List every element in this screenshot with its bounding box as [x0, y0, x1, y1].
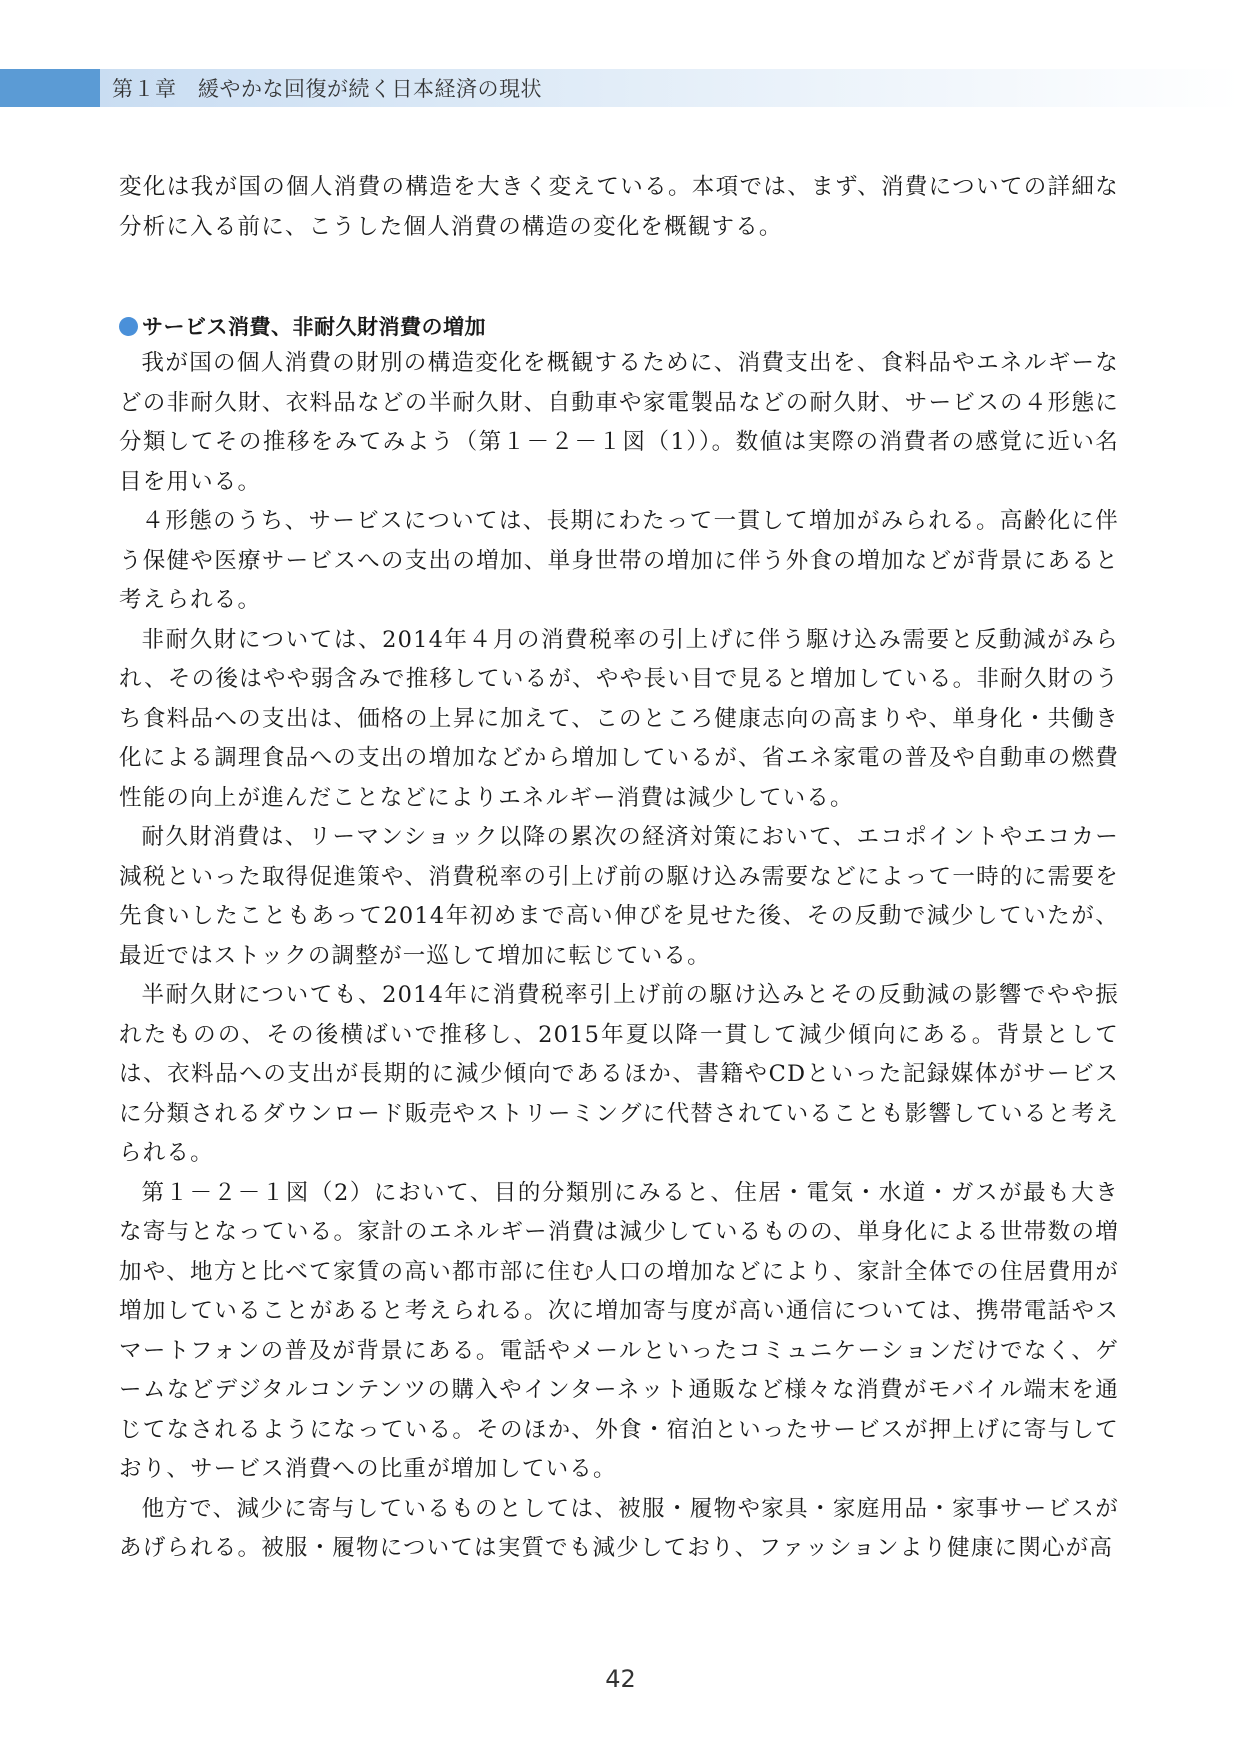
section-heading — [119, 308, 1119, 344]
chapter-title: 第１章 緩やかな回復が続く日本経済の現状 — [112, 77, 542, 101]
body-paragraph: 非耐久財については、2014年４月の消費税率の引上げに伴う駆け込み需要と反動減がみられ、その後はやや弱含みで推移しているが、やや長い目で見ると増加している。非耐久財のうち食料品への支出は、価格の上昇に加えて、このところ健康志向の高まりや、単身化・共働き化による調理食品への支出の増加などから増加しているが、省エネ家電の普及や自動車の燃費性能の向上が進んだことなどによりエネルギー消費は減少している。 — [119, 626, 1119, 811]
body-paragraph: 半耐久財についても、2014年に消費税率引上げ前の駆け込みとその反動減の影響でやや振れたものの、その後横ばいで推移し、2015年夏以降一貫して減少傾向にある。背景としては、衣料品への支出が長期的に減少傾向であるほか、書籍やCDといった記録媒体がサービスに分類されるダウンロード販売やストリーミングに代替されていることも影響していると考えられる。 — [119, 982, 1119, 1166]
body-paragraph: 耐久財消費は、リーマンショック以降の累次の経済対策において、エコポイントやエコカー減税といった取得促進策や、消費税率の引上げ前の駆け込み需要などによって一時的に需要を先食いしたこともあって2014年初めまで高い伸びを見せた後、その反動で減少していたが、最近ではストックの調整が一巡して増加に転じている。 — [119, 824, 1119, 969]
body-paragraph: ４形態のうち、サービスについては、長期にわたって一貫して増加がみられる。高齢化に伴う保健や医療サービスへの支出の増加、単身世帯の増加に伴う外食の増加などが背景にあると考えられる。 — [119, 508, 1119, 613]
body-paragraph: 我が国の個人消費の財別の構造変化を概観するために、消費支出を、食料品やエネルギーなどの非耐久財、衣料品などの半耐久財、自動車や家電製品などの耐久財、サービスの４形態に分類してその推移をみてみよう（第１－２－１図（1））。数値は実際の消費者の感覚に近い名目を用いる。 — [119, 350, 1119, 495]
header-accent-bar — [0, 69, 100, 107]
header-band — [100, 69, 1241, 107]
bullet-circle-icon — [119, 317, 138, 336]
page-body — [119, 168, 1119, 1569]
body-paragraph: 他方で、減少に寄与しているものとしては、被服・履物や家具・家庭用品・家事サービスがあげられる。被服・履物については実質でも減少しており、ファッションより健康に関心が高 — [119, 1495, 1119, 1561]
body-paragraph: 第１－２－１図（2）において、目的分類別にみると、住居・電気・水道・ガスが最も大きな寄与となっている。家計のエネルギー消費は減少しているものの、単身化による世帯数の増加や、地方と比べて家賃の高い都市部に住む人口の増加などにより、家計全体での住居費用が増加していることがあると考えられる。次に増加寄与度が高い通信については、携帯電話やスマートフォンの普及が背景にある。電話やメールといったコミュニケーションだけでなく、ゲームなどデジタルコンテンツの購入やインターネット通販など様々な消費がモバイル端末を通じてなされるようになっている。そのほか、外食・宿泊といったサービスが押上げに寄与しており、サービス消費への比重が増加している。 — [119, 1179, 1119, 1482]
intro-paragraph: 変化は我が国の個人消費の構造を大きく変えている。本項では、まず、消費についての詳細な分析に入る前に、こうした個人消費の構造の変化を概観する。 — [119, 174, 1119, 240]
chapter-header — [0, 69, 1241, 107]
page-number: 42 — [605, 1665, 636, 1693]
section-heading-text: サービス消費、非耐久財消費の増加 — [142, 315, 486, 339]
